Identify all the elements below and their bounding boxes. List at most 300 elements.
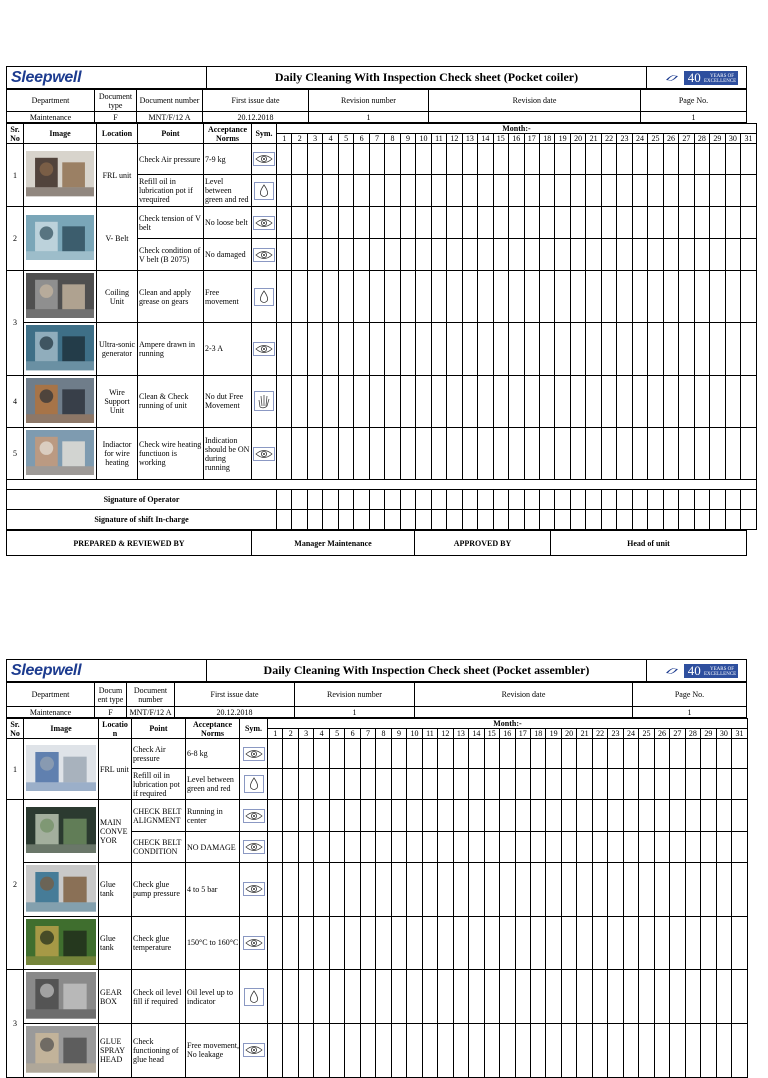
day-check-cell[interactable]	[338, 207, 353, 239]
day-check-cell[interactable]	[592, 739, 607, 769]
day-check-cell[interactable]	[639, 832, 654, 863]
day-check-cell[interactable]	[314, 863, 329, 917]
day-check-cell[interactable]	[453, 800, 468, 832]
day-check-cell[interactable]	[663, 375, 678, 427]
day-check-cell[interactable]	[345, 739, 360, 769]
signature-day-cell[interactable]	[663, 510, 678, 530]
day-check-cell[interactable]	[323, 323, 338, 375]
day-check-cell[interactable]	[586, 375, 601, 427]
day-check-cell[interactable]	[555, 144, 570, 175]
day-check-cell[interactable]	[648, 271, 663, 323]
day-check-cell[interactable]	[298, 1023, 313, 1077]
day-check-cell[interactable]	[632, 239, 647, 271]
day-check-cell[interactable]	[407, 769, 422, 800]
signature-day-cell[interactable]	[431, 490, 446, 510]
day-check-cell[interactable]	[329, 739, 344, 769]
signature-day-cell[interactable]	[338, 490, 353, 510]
day-check-cell[interactable]	[555, 207, 570, 239]
day-check-cell[interactable]	[323, 207, 338, 239]
day-check-cell[interactable]	[268, 769, 283, 800]
day-check-cell[interactable]	[493, 175, 508, 207]
day-check-cell[interactable]	[570, 239, 585, 271]
day-check-cell[interactable]	[292, 323, 307, 375]
day-check-cell[interactable]	[509, 427, 524, 479]
day-check-cell[interactable]	[307, 207, 322, 239]
day-check-cell[interactable]	[422, 970, 437, 1024]
signature-day-cell[interactable]	[307, 490, 322, 510]
day-check-cell[interactable]	[416, 427, 431, 479]
day-check-cell[interactable]	[369, 207, 384, 239]
day-check-cell[interactable]	[586, 323, 601, 375]
day-check-cell[interactable]	[400, 375, 415, 427]
day-check-cell[interactable]	[314, 916, 329, 970]
signature-day-cell[interactable]	[539, 510, 554, 530]
day-check-cell[interactable]	[338, 271, 353, 323]
day-check-cell[interactable]	[438, 739, 453, 769]
day-check-cell[interactable]	[400, 175, 415, 207]
day-check-cell[interactable]	[478, 375, 493, 427]
day-check-cell[interactable]	[391, 916, 406, 970]
day-check-cell[interactable]	[586, 427, 601, 479]
day-check-cell[interactable]	[484, 970, 499, 1024]
day-check-cell[interactable]	[694, 271, 709, 323]
signature-day-cell[interactable]	[385, 510, 400, 530]
day-check-cell[interactable]	[493, 144, 508, 175]
day-check-cell[interactable]	[586, 207, 601, 239]
day-check-cell[interactable]	[422, 832, 437, 863]
day-check-cell[interactable]	[654, 970, 669, 1024]
day-check-cell[interactable]	[292, 207, 307, 239]
day-check-cell[interactable]	[654, 800, 669, 832]
signature-day-cell[interactable]	[338, 510, 353, 530]
day-check-cell[interactable]	[623, 769, 638, 800]
signature-day-cell[interactable]	[447, 490, 462, 510]
day-check-cell[interactable]	[663, 427, 678, 479]
day-check-cell[interactable]	[601, 375, 616, 427]
day-check-cell[interactable]	[546, 832, 561, 863]
day-check-cell[interactable]	[639, 769, 654, 800]
day-check-cell[interactable]	[654, 863, 669, 917]
day-check-cell[interactable]	[438, 832, 453, 863]
day-check-cell[interactable]	[283, 769, 298, 800]
day-check-cell[interactable]	[385, 375, 400, 427]
signature-day-cell[interactable]	[447, 510, 462, 530]
day-check-cell[interactable]	[617, 144, 632, 175]
day-check-cell[interactable]	[601, 239, 616, 271]
day-check-cell[interactable]	[639, 800, 654, 832]
day-check-cell[interactable]	[345, 769, 360, 800]
day-check-cell[interactable]	[663, 175, 678, 207]
day-check-cell[interactable]	[283, 800, 298, 832]
day-check-cell[interactable]	[345, 832, 360, 863]
day-check-cell[interactable]	[741, 323, 757, 375]
day-check-cell[interactable]	[725, 175, 740, 207]
day-check-cell[interactable]	[500, 970, 515, 1024]
day-check-cell[interactable]	[663, 271, 678, 323]
day-check-cell[interactable]	[694, 375, 709, 427]
day-check-cell[interactable]	[561, 970, 576, 1024]
day-check-cell[interactable]	[338, 375, 353, 427]
day-check-cell[interactable]	[323, 144, 338, 175]
day-check-cell[interactable]	[307, 427, 322, 479]
signature-day-cell[interactable]	[586, 510, 601, 530]
day-check-cell[interactable]	[447, 175, 462, 207]
day-check-cell[interactable]	[307, 144, 322, 175]
day-check-cell[interactable]	[539, 323, 554, 375]
day-check-cell[interactable]	[555, 323, 570, 375]
day-check-cell[interactable]	[478, 239, 493, 271]
day-check-cell[interactable]	[462, 375, 477, 427]
day-check-cell[interactable]	[701, 769, 716, 800]
day-check-cell[interactable]	[400, 323, 415, 375]
day-check-cell[interactable]	[438, 800, 453, 832]
day-check-cell[interactable]	[329, 769, 344, 800]
day-check-cell[interactable]	[515, 1023, 530, 1077]
day-check-cell[interactable]	[741, 207, 757, 239]
day-check-cell[interactable]	[376, 1023, 391, 1077]
day-check-cell[interactable]	[679, 144, 694, 175]
day-check-cell[interactable]	[493, 271, 508, 323]
day-check-cell[interactable]	[710, 239, 725, 271]
day-check-cell[interactable]	[422, 769, 437, 800]
day-check-cell[interactable]	[469, 769, 484, 800]
day-check-cell[interactable]	[307, 175, 322, 207]
day-check-cell[interactable]	[670, 800, 685, 832]
day-check-cell[interactable]	[694, 144, 709, 175]
day-check-cell[interactable]	[623, 916, 638, 970]
day-check-cell[interactable]	[716, 739, 731, 769]
day-check-cell[interactable]	[601, 144, 616, 175]
day-check-cell[interactable]	[663, 144, 678, 175]
day-check-cell[interactable]	[283, 739, 298, 769]
day-check-cell[interactable]	[608, 832, 623, 863]
day-check-cell[interactable]	[716, 800, 731, 832]
day-check-cell[interactable]	[601, 207, 616, 239]
day-check-cell[interactable]	[623, 800, 638, 832]
day-check-cell[interactable]	[546, 863, 561, 917]
day-check-cell[interactable]	[639, 863, 654, 917]
day-check-cell[interactable]	[732, 800, 748, 832]
signature-day-cell[interactable]	[307, 510, 322, 530]
day-check-cell[interactable]	[478, 207, 493, 239]
day-check-cell[interactable]	[679, 239, 694, 271]
day-check-cell[interactable]	[701, 1023, 716, 1077]
day-check-cell[interactable]	[369, 175, 384, 207]
day-check-cell[interactable]	[354, 144, 369, 175]
day-check-cell[interactable]	[555, 175, 570, 207]
day-check-cell[interactable]	[478, 175, 493, 207]
day-check-cell[interactable]	[283, 970, 298, 1024]
day-check-cell[interactable]	[716, 916, 731, 970]
day-check-cell[interactable]	[400, 144, 415, 175]
day-check-cell[interactable]	[369, 427, 384, 479]
day-check-cell[interactable]	[601, 175, 616, 207]
day-check-cell[interactable]	[561, 739, 576, 769]
day-check-cell[interactable]	[710, 144, 725, 175]
day-check-cell[interactable]	[539, 239, 554, 271]
day-check-cell[interactable]	[577, 1023, 592, 1077]
day-check-cell[interactable]	[694, 175, 709, 207]
day-check-cell[interactable]	[314, 970, 329, 1024]
day-check-cell[interactable]	[570, 375, 585, 427]
day-check-cell[interactable]	[546, 970, 561, 1024]
day-check-cell[interactable]	[694, 239, 709, 271]
day-check-cell[interactable]	[539, 271, 554, 323]
day-check-cell[interactable]	[354, 271, 369, 323]
day-check-cell[interactable]	[670, 970, 685, 1024]
day-check-cell[interactable]	[725, 271, 740, 323]
day-check-cell[interactable]	[323, 175, 338, 207]
day-check-cell[interactable]	[407, 863, 422, 917]
day-check-cell[interactable]	[670, 739, 685, 769]
day-check-cell[interactable]	[391, 769, 406, 800]
day-check-cell[interactable]	[385, 239, 400, 271]
day-check-cell[interactable]	[376, 863, 391, 917]
signature-day-cell[interactable]	[277, 510, 292, 530]
day-check-cell[interactable]	[701, 916, 716, 970]
day-check-cell[interactable]	[608, 800, 623, 832]
day-check-cell[interactable]	[407, 832, 422, 863]
day-check-cell[interactable]	[292, 175, 307, 207]
day-check-cell[interactable]	[725, 323, 740, 375]
signature-day-cell[interactable]	[617, 490, 632, 510]
day-check-cell[interactable]	[298, 916, 313, 970]
day-check-cell[interactable]	[592, 769, 607, 800]
day-check-cell[interactable]	[561, 863, 576, 917]
day-check-cell[interactable]	[623, 739, 638, 769]
day-check-cell[interactable]	[716, 832, 731, 863]
day-check-cell[interactable]	[453, 970, 468, 1024]
day-check-cell[interactable]	[539, 144, 554, 175]
day-check-cell[interactable]	[484, 863, 499, 917]
day-check-cell[interactable]	[524, 239, 539, 271]
day-check-cell[interactable]	[369, 144, 384, 175]
day-check-cell[interactable]	[277, 175, 292, 207]
day-check-cell[interactable]	[469, 916, 484, 970]
day-check-cell[interactable]	[663, 207, 678, 239]
day-check-cell[interactable]	[592, 970, 607, 1024]
signature-day-cell[interactable]	[416, 510, 431, 530]
signature-day-cell[interactable]	[725, 490, 740, 510]
day-check-cell[interactable]	[555, 375, 570, 427]
day-check-cell[interactable]	[292, 375, 307, 427]
day-check-cell[interactable]	[493, 375, 508, 427]
day-check-cell[interactable]	[268, 800, 283, 832]
day-check-cell[interactable]	[345, 800, 360, 832]
day-check-cell[interactable]	[360, 863, 375, 917]
day-check-cell[interactable]	[431, 323, 446, 375]
day-check-cell[interactable]	[632, 175, 647, 207]
day-check-cell[interactable]	[530, 739, 545, 769]
day-check-cell[interactable]	[307, 375, 322, 427]
day-check-cell[interactable]	[561, 769, 576, 800]
day-check-cell[interactable]	[314, 1023, 329, 1077]
day-check-cell[interactable]	[400, 239, 415, 271]
signature-day-cell[interactable]	[277, 490, 292, 510]
day-check-cell[interactable]	[298, 970, 313, 1024]
day-check-cell[interactable]	[447, 375, 462, 427]
day-check-cell[interactable]	[493, 427, 508, 479]
day-check-cell[interactable]	[741, 175, 757, 207]
signature-day-cell[interactable]	[632, 510, 647, 530]
day-check-cell[interactable]	[298, 863, 313, 917]
day-check-cell[interactable]	[648, 144, 663, 175]
day-check-cell[interactable]	[500, 1023, 515, 1077]
day-check-cell[interactable]	[654, 916, 669, 970]
day-check-cell[interactable]	[400, 427, 415, 479]
day-check-cell[interactable]	[407, 739, 422, 769]
day-check-cell[interactable]	[268, 832, 283, 863]
day-check-cell[interactable]	[670, 832, 685, 863]
signature-day-cell[interactable]	[725, 510, 740, 530]
day-check-cell[interactable]	[632, 323, 647, 375]
day-check-cell[interactable]	[438, 970, 453, 1024]
day-check-cell[interactable]	[679, 427, 694, 479]
day-check-cell[interactable]	[314, 739, 329, 769]
day-check-cell[interactable]	[725, 144, 740, 175]
signature-day-cell[interactable]	[493, 510, 508, 530]
signature-day-cell[interactable]	[509, 490, 524, 510]
day-check-cell[interactable]	[623, 863, 638, 917]
day-check-cell[interactable]	[354, 175, 369, 207]
day-check-cell[interactable]	[561, 832, 576, 863]
day-check-cell[interactable]	[670, 863, 685, 917]
day-check-cell[interactable]	[515, 916, 530, 970]
day-check-cell[interactable]	[329, 832, 344, 863]
day-check-cell[interactable]	[268, 739, 283, 769]
day-check-cell[interactable]	[469, 1023, 484, 1077]
signature-day-cell[interactable]	[369, 490, 384, 510]
day-check-cell[interactable]	[453, 739, 468, 769]
signature-day-cell[interactable]	[354, 510, 369, 530]
day-check-cell[interactable]	[283, 916, 298, 970]
day-check-cell[interactable]	[617, 175, 632, 207]
day-check-cell[interactable]	[524, 207, 539, 239]
signature-day-cell[interactable]	[710, 490, 725, 510]
day-check-cell[interactable]	[577, 832, 592, 863]
day-check-cell[interactable]	[509, 175, 524, 207]
day-check-cell[interactable]	[515, 769, 530, 800]
day-check-cell[interactable]	[732, 970, 748, 1024]
signature-day-cell[interactable]	[663, 490, 678, 510]
day-check-cell[interactable]	[617, 323, 632, 375]
day-check-cell[interactable]	[431, 144, 446, 175]
day-check-cell[interactable]	[314, 800, 329, 832]
day-check-cell[interactable]	[478, 271, 493, 323]
day-check-cell[interactable]	[654, 739, 669, 769]
day-check-cell[interactable]	[732, 832, 748, 863]
signature-day-cell[interactable]	[478, 510, 493, 530]
day-check-cell[interactable]	[608, 739, 623, 769]
day-check-cell[interactable]	[639, 916, 654, 970]
day-check-cell[interactable]	[732, 863, 748, 917]
day-check-cell[interactable]	[601, 427, 616, 479]
day-check-cell[interactable]	[338, 239, 353, 271]
day-check-cell[interactable]	[493, 323, 508, 375]
day-check-cell[interactable]	[329, 863, 344, 917]
day-check-cell[interactable]	[546, 916, 561, 970]
day-check-cell[interactable]	[509, 144, 524, 175]
day-check-cell[interactable]	[561, 1023, 576, 1077]
day-check-cell[interactable]	[277, 427, 292, 479]
day-check-cell[interactable]	[577, 769, 592, 800]
day-check-cell[interactable]	[570, 144, 585, 175]
day-check-cell[interactable]	[277, 271, 292, 323]
day-check-cell[interactable]	[685, 970, 700, 1024]
day-check-cell[interactable]	[376, 800, 391, 832]
day-check-cell[interactable]	[323, 427, 338, 479]
signature-day-cell[interactable]	[524, 510, 539, 530]
day-check-cell[interactable]	[431, 207, 446, 239]
signature-day-cell[interactable]	[539, 490, 554, 510]
day-check-cell[interactable]	[685, 1023, 700, 1077]
day-check-cell[interactable]	[298, 832, 313, 863]
signature-day-cell[interactable]	[292, 510, 307, 530]
day-check-cell[interactable]	[484, 916, 499, 970]
day-check-cell[interactable]	[539, 375, 554, 427]
day-check-cell[interactable]	[462, 175, 477, 207]
signature-day-cell[interactable]	[354, 490, 369, 510]
day-check-cell[interactable]	[509, 207, 524, 239]
day-check-cell[interactable]	[500, 832, 515, 863]
day-check-cell[interactable]	[685, 916, 700, 970]
day-check-cell[interactable]	[277, 323, 292, 375]
day-check-cell[interactable]	[360, 739, 375, 769]
signature-day-cell[interactable]	[570, 490, 585, 510]
day-check-cell[interactable]	[416, 271, 431, 323]
day-check-cell[interactable]	[648, 323, 663, 375]
day-check-cell[interactable]	[577, 800, 592, 832]
day-check-cell[interactable]	[493, 239, 508, 271]
day-check-cell[interactable]	[524, 427, 539, 479]
day-check-cell[interactable]	[354, 239, 369, 271]
day-check-cell[interactable]	[732, 769, 748, 800]
day-check-cell[interactable]	[484, 769, 499, 800]
day-check-cell[interactable]	[314, 832, 329, 863]
day-check-cell[interactable]	[515, 739, 530, 769]
day-check-cell[interactable]	[453, 769, 468, 800]
signature-day-cell[interactable]	[679, 490, 694, 510]
day-check-cell[interactable]	[345, 916, 360, 970]
day-check-cell[interactable]	[484, 739, 499, 769]
day-check-cell[interactable]	[710, 375, 725, 427]
day-check-cell[interactable]	[524, 144, 539, 175]
day-check-cell[interactable]	[539, 427, 554, 479]
day-check-cell[interactable]	[539, 175, 554, 207]
day-check-cell[interactable]	[422, 1023, 437, 1077]
day-check-cell[interactable]	[338, 323, 353, 375]
day-check-cell[interactable]	[670, 769, 685, 800]
day-check-cell[interactable]	[716, 970, 731, 1024]
day-check-cell[interactable]	[453, 832, 468, 863]
day-check-cell[interactable]	[694, 427, 709, 479]
day-check-cell[interactable]	[632, 207, 647, 239]
day-check-cell[interactable]	[570, 271, 585, 323]
day-check-cell[interactable]	[360, 832, 375, 863]
day-check-cell[interactable]	[515, 970, 530, 1024]
day-check-cell[interactable]	[710, 175, 725, 207]
day-check-cell[interactable]	[679, 175, 694, 207]
day-check-cell[interactable]	[329, 800, 344, 832]
day-check-cell[interactable]	[385, 271, 400, 323]
day-check-cell[interactable]	[453, 863, 468, 917]
signature-day-cell[interactable]	[369, 510, 384, 530]
day-check-cell[interactable]	[391, 863, 406, 917]
day-check-cell[interactable]	[462, 271, 477, 323]
signature-day-cell[interactable]	[601, 510, 616, 530]
day-check-cell[interactable]	[509, 323, 524, 375]
day-check-cell[interactable]	[360, 769, 375, 800]
